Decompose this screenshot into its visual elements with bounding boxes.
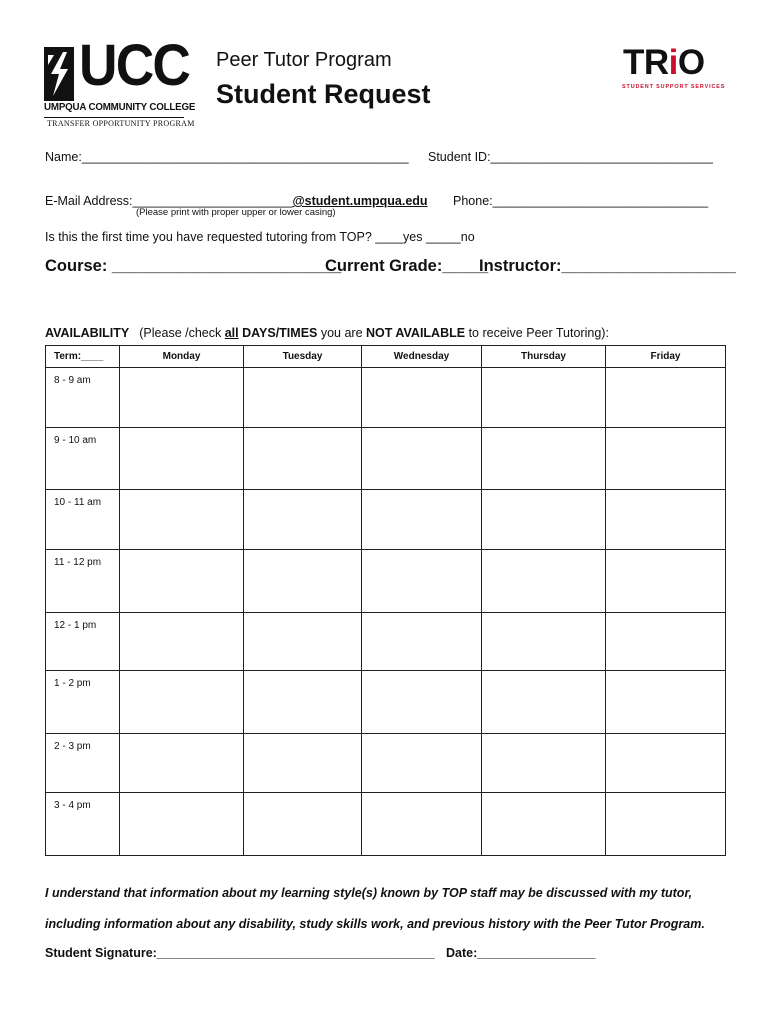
availability-cell[interactable] (120, 368, 244, 428)
availability-cell[interactable] (362, 550, 482, 613)
availability-note-not-available: NOT AVAILABLE (366, 326, 466, 340)
time-slot-label: 3 - 4 pm (46, 793, 120, 856)
time-slot-label: 9 - 10 am (46, 428, 120, 490)
phone-field[interactable]: Phone:_______________________________ (453, 194, 709, 208)
student-signature-field[interactable]: Student Signature:________________________________________ (45, 946, 435, 960)
time-slot-label: 10 - 11 am (46, 490, 120, 550)
availability-cell[interactable] (120, 793, 244, 856)
time-slot-label: 2 - 3 pm (46, 734, 120, 793)
trio-word-end: O (677, 43, 705, 82)
table-row (46, 613, 726, 671)
statement-line-2: including information about any disability, study skills work, and previous history with the Peer Tutor Program. (45, 917, 705, 931)
trio-word-i: i (668, 43, 678, 82)
table-row (46, 428, 726, 490)
availability-note-you-are: you are (317, 326, 367, 340)
statement-line-1: I understand that information about my learning style(s) known by TOP staff may be discussed with my tutor, (45, 886, 693, 900)
availability-table (45, 345, 726, 856)
table-row (46, 734, 726, 793)
student-id-field[interactable]: Student ID:________________________________ (428, 150, 713, 164)
availability-cell[interactable] (120, 550, 244, 613)
table-row (46, 490, 726, 550)
course-field[interactable]: Course: _________________________ (45, 257, 342, 275)
email-label: E-Mail Address: (45, 194, 133, 208)
time-slot-label: 8 - 9 am (46, 368, 120, 428)
availability-cell[interactable] (606, 428, 726, 490)
trio-word-start: TR (623, 43, 669, 82)
ucc-logo-letters: UCC (79, 33, 190, 98)
ucc-logo-subtitle: TRANSFER OPPORTUNITY PROGRAM (47, 119, 195, 128)
time-slot-label: 12 - 1 pm (46, 613, 120, 671)
availability-cell[interactable] (482, 368, 606, 428)
availability-note-days: DAYS/TIMES (238, 326, 318, 340)
lightning-bolt-icon (44, 47, 74, 101)
availability-cell[interactable] (362, 428, 482, 490)
availability-note-end: to receive Peer Tutoring): (465, 326, 609, 340)
availability-note-all: all (224, 326, 239, 340)
availability-cell[interactable] (362, 734, 482, 793)
availability-cell[interactable] (606, 550, 726, 613)
availability-cell[interactable] (606, 613, 726, 671)
availability-cell[interactable] (606, 490, 726, 550)
availability-cell[interactable] (244, 613, 362, 671)
program-title: Peer Tutor Program (216, 49, 392, 71)
availability-cell[interactable] (362, 368, 482, 428)
availability-cell[interactable] (244, 671, 362, 734)
table-row (46, 550, 726, 613)
table-row (46, 793, 726, 856)
trio-logo (620, 43, 726, 96)
email-blank: _______________________ (132, 194, 293, 208)
ucc-college-name: UMPQUA COMMUNITY COLLEGE (44, 101, 196, 113)
availability-cell[interactable] (120, 613, 244, 671)
availability-cell[interactable] (606, 793, 726, 856)
availability-cell[interactable] (244, 490, 362, 550)
table-header-row (46, 346, 726, 368)
availability-cell[interactable] (482, 428, 606, 490)
availability-cell[interactable] (606, 734, 726, 793)
availability-cell[interactable] (482, 550, 606, 613)
availability-cell[interactable] (120, 671, 244, 734)
availability-cell[interactable] (482, 734, 606, 793)
time-slot-label: 1 - 2 pm (46, 671, 120, 734)
form-title: Student Request (216, 79, 431, 109)
availability-label: AVAILABILITY (45, 326, 130, 340)
availability-cell[interactable] (606, 368, 726, 428)
trio-logo-subtitle: STUDENT SUPPORT SERVICES (622, 84, 726, 90)
instructor-field[interactable]: Instructor:___________________ (479, 257, 736, 275)
first-time-question[interactable]: Is this the first time you have requested tutoring from TOP? ____yes _____no (45, 230, 475, 244)
table-row (46, 368, 726, 428)
table-row (46, 671, 726, 734)
date-field[interactable]: Date:_________________ (446, 946, 596, 960)
trio-logo-word (623, 44, 705, 82)
day-header-monday: Monday (120, 346, 244, 368)
time-slot-label: 11 - 12 pm (46, 550, 120, 613)
availability-cell[interactable] (244, 428, 362, 490)
ucc-logo (44, 33, 196, 132)
availability-cell[interactable] (362, 490, 482, 550)
availability-cell[interactable] (244, 368, 362, 428)
availability-cell[interactable] (120, 734, 244, 793)
availability-cell[interactable] (482, 671, 606, 734)
email-domain: @student.umpqua.edu (292, 194, 428, 208)
availability-cell[interactable] (362, 613, 482, 671)
availability-cell[interactable] (482, 613, 606, 671)
availability-cell[interactable] (244, 734, 362, 793)
availability-cell[interactable] (482, 490, 606, 550)
term-header[interactable]: Term:____ (46, 346, 120, 368)
name-field[interactable]: Name:_______________________________________________ (45, 150, 409, 164)
email-note: (Please print with proper upper or lower casing) (136, 207, 336, 218)
availability-cell[interactable] (244, 793, 362, 856)
day-header-wednesday: Wednesday (362, 346, 482, 368)
availability-cell[interactable] (606, 671, 726, 734)
day-header-thursday: Thursday (482, 346, 606, 368)
availability-heading (45, 325, 609, 341)
availability-note-start: (Please /check (139, 326, 225, 340)
day-header-tuesday: Tuesday (244, 346, 362, 368)
ucc-logo-divider (44, 117, 184, 118)
day-header-friday: Friday (606, 346, 726, 368)
availability-cell[interactable] (482, 793, 606, 856)
availability-cell[interactable] (244, 550, 362, 613)
availability-cell[interactable] (362, 793, 482, 856)
availability-cell[interactable] (120, 490, 244, 550)
availability-cell[interactable] (362, 671, 482, 734)
current-grade-field[interactable]: Current Grade:_____ (325, 257, 489, 275)
availability-cell[interactable] (120, 428, 244, 490)
